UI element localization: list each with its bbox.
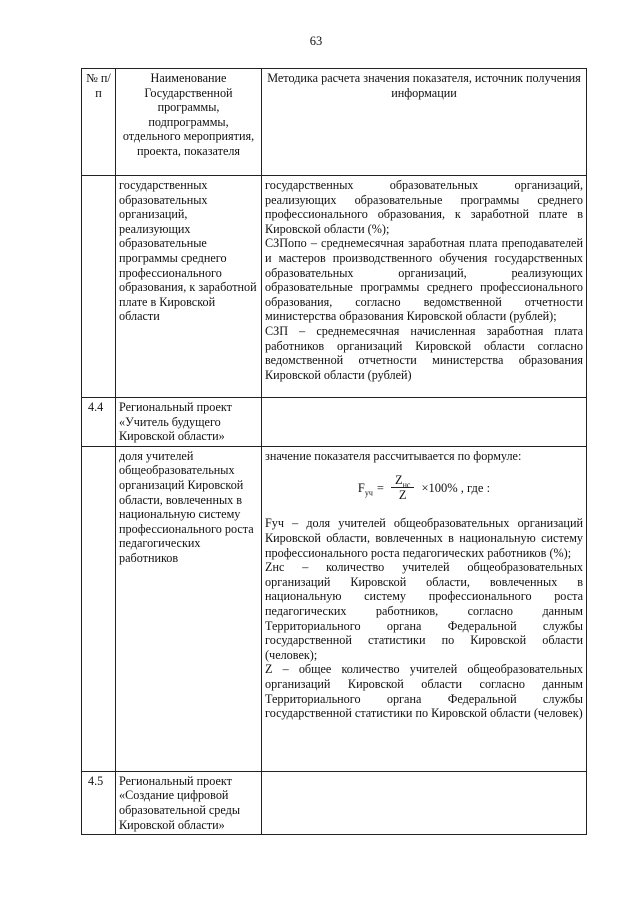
header-number: № п/п [82,69,116,176]
indicator-table [81,68,587,835]
row-method [262,398,587,447]
row-number [82,176,116,398]
table-row [82,771,587,834]
formula-tail: ×100% , где : [421,480,491,495]
table-header-row [82,69,587,176]
row-name: Региональный проект «Учитель будущего Кировской области» [116,398,262,447]
table-row [82,176,587,398]
row-number [82,446,116,771]
formula-equals: = [376,480,384,495]
table-row [82,446,587,771]
table-row [82,398,587,447]
method-paragraph: СЗП – среднемесячная начисленная заработная плата работников организаций Кировской области согласно ведомственной отчетности министерства образования Кировской области (рублей) [265,323,583,382]
method-paragraph: СЗПопо – среднемесячная заработная плата преподавателей и мастеров производственного обучения государственных образовательных организаций, реализующих образовательные программы среднего профессионального образования, согласно ведомственной отчетности министерства образования Кировской области (рублей); [265,236,583,324]
row-method [262,176,587,398]
row-method [262,771,587,834]
row-number: 4.5 [82,771,116,834]
row-name: Региональный проект «Создание цифровой образовательной среды Кировской области» [116,771,262,834]
page-number: 63 [309,34,323,48]
header-method: Методика расчета значения показателя, источник получения информации [262,69,587,176]
formula-lhs: $F_{уч}$ [357,480,373,498]
row-method [262,446,587,771]
method-paragraph: Z – общее количество учителей общеобразовательных организаций Кировской области согласно данным Территориального органа Федеральной службы государственной статистики по Кировской области (человек) [265,662,583,721]
row-name: доля учителей общеобразовательных организаций Кировской области, вовлеченных в национальную систему профессионального роста педагогических работников [116,446,262,771]
header-name: Наименование Государственной программы, подпрограммы, отдельного мероприятия, проекта, показателя [116,69,262,176]
row-number: 4.4 [82,398,116,447]
method-paragraph: Zнс – количество учителей общеобразовательных организаций Кировской области, вовлеченных в национальную систему профессионального роста педагогических работников, согласно данным Территориального органа Федеральной службы государственной статистики по Кировской области (человек); [265,560,583,662]
method-paragraph: государственных образовательных организаций, реализующих образовательные программы среднего профессионального образования, к заработной плате в Кировской области (%); [265,178,583,236]
formula-fraction: $\frac{Z_{нс}}{Z}$ [391,473,414,502]
formula [265,473,583,502]
row-name: государственных образовательных организаций, реализующих образовательные программы среднего профессионального образования, к заработной плате в Кировской области [116,176,262,398]
method-intro: значение показателя рассчитывается по формуле: [265,448,522,463]
method-paragraph: Fуч – доля учителей общеобразовательных организаций Кировской области, вовлеченных в национальную систему профессионального роста педагогических работников (%); [265,516,583,560]
